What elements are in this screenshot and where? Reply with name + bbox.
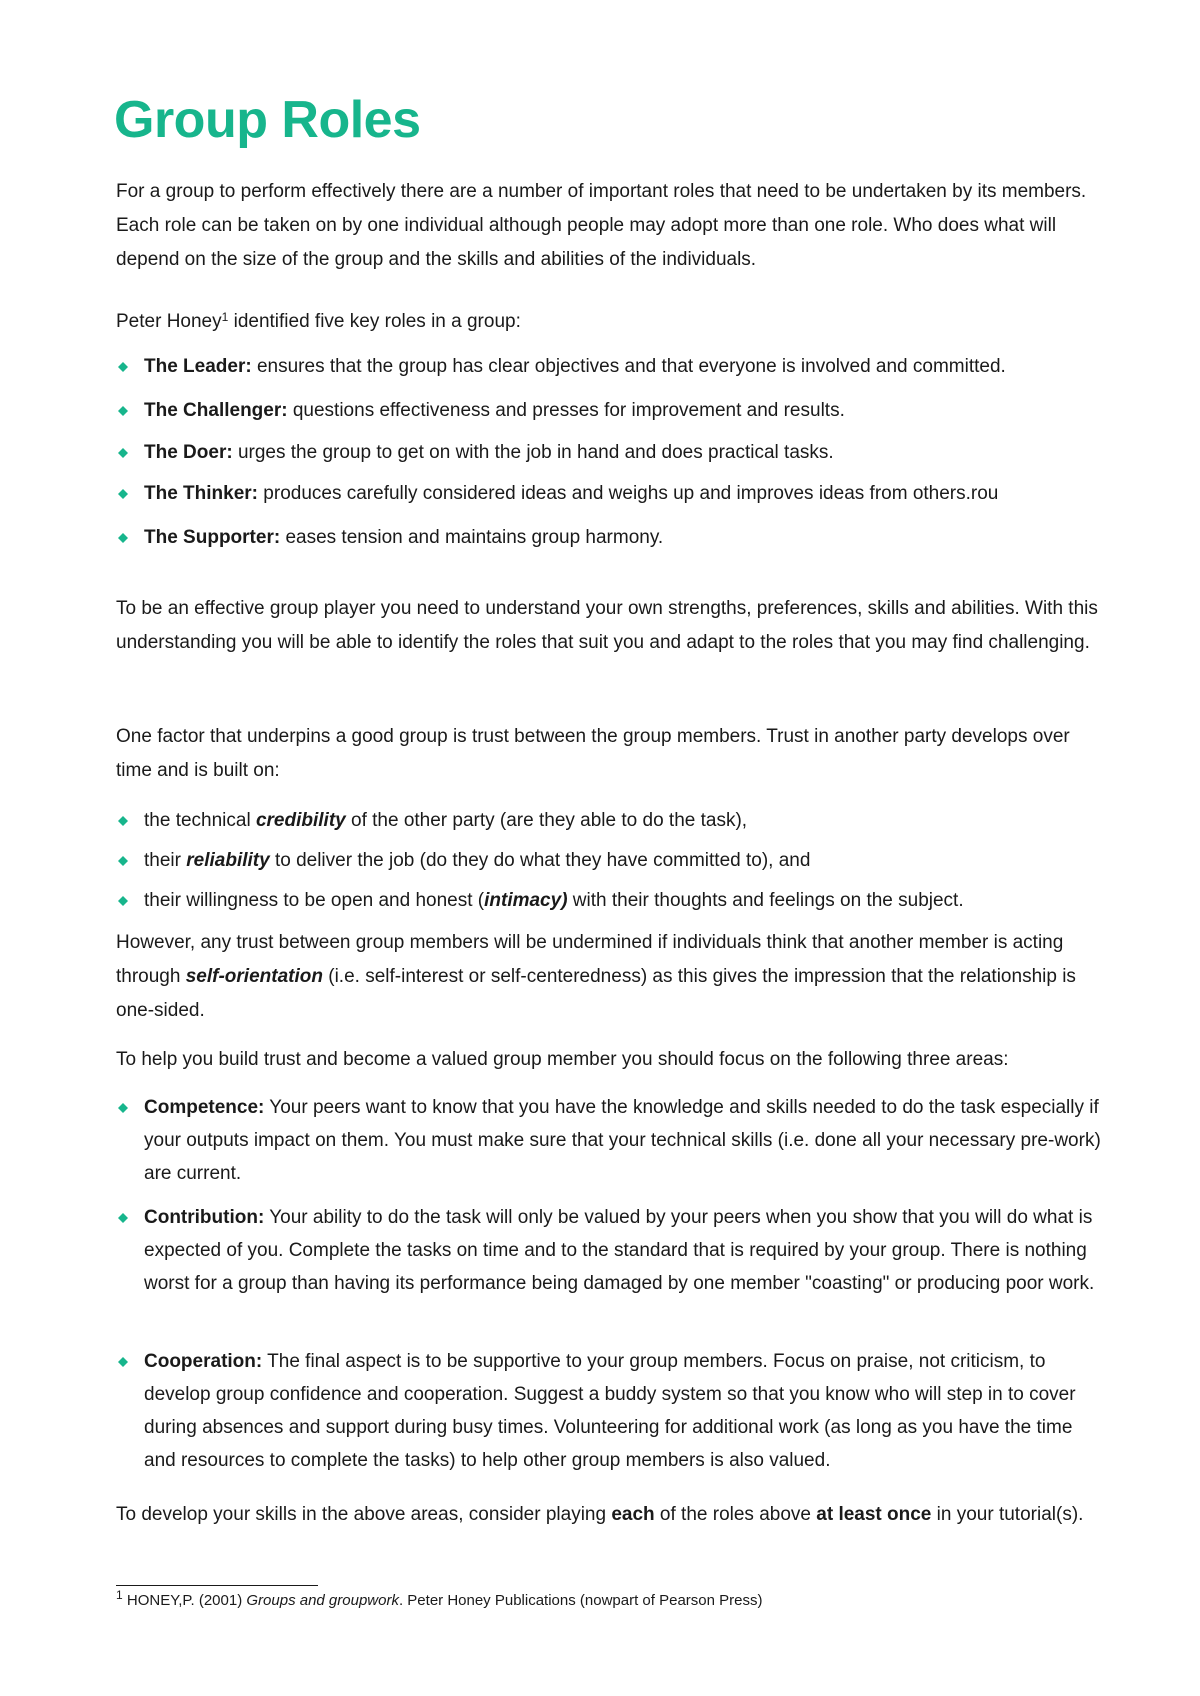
diamond-bullet-icon (118, 896, 128, 906)
role-text: eases tension and maintains group harmony. (280, 527, 664, 548)
however-paragraph (116, 926, 1106, 1028)
trust-text: their willingness to be open and honest ( (144, 890, 485, 911)
footnote-reference[interactable]: 1 (221, 310, 229, 324)
develop-paragraph (116, 1502, 1106, 1528)
however-text: However, any trust between group members will be undermined if individuals think that another member is acting through (116, 932, 1064, 987)
role-label: The Thinker: (144, 483, 259, 504)
diamond-bullet-icon (118, 1357, 128, 1367)
honey-line-text-after: identified five key roles in a group: (228, 311, 521, 332)
role-text: urges the group to get on with the job in hand and does practical tasks. (232, 442, 834, 463)
however-text-after: (i.e. self-interest or self-centeredness) as this gives the impression that the relationship is one-sided. (116, 966, 1076, 1021)
area-label: Cooperation: (144, 1351, 263, 1372)
trust-term: reliability (186, 850, 270, 871)
trust-text: the technical (144, 810, 256, 831)
role-label: The Doer: (144, 442, 233, 463)
trust-text: their (144, 850, 187, 871)
intro-paragraph: For a group to perform effectively there are a number of important roles that need to be undertaken by its members. Each role can be taken on by one individual although people may adopt more than one role. Who does what will depend on the size of the group and the skills and abilities of the individuals. (116, 181, 1087, 270)
diamond-bullet-icon (118, 489, 128, 499)
page-title: Group Roles (114, 91, 421, 149)
trust-text-after: with their thoughts and feelings on the subject. (567, 890, 964, 911)
develop-text: To develop your skills in the above areas, consider playing (116, 1504, 612, 1525)
develop-text-after: in your tutorial(s). (931, 1504, 1084, 1525)
footnote-divider (116, 1585, 318, 1586)
role-label: The Challenger: (144, 400, 288, 421)
honey-intro-line (116, 305, 1106, 339)
role-text: ensures that the group has clear objectives and that everyone is involved and committed. (251, 356, 1006, 377)
diamond-bullet-icon (118, 406, 128, 416)
footnote (116, 1588, 1106, 1611)
role-text: produces carefully considered ideas and weighs up and improves ideas from others.rou (258, 483, 999, 504)
trust-term: intimacy) (484, 890, 568, 911)
area-text: Your ability to do the task will only be valued by your peers when you show that you will do what is expected of you. Complete the tasks on time and to the standard that is required by your group. There is nothing worst for a group than having its performance being damaged by one member "coasting" or producing poor work. (144, 1207, 1095, 1294)
area-label: Competence: (144, 1097, 265, 1118)
develop-text-middle: of the roles above (654, 1504, 817, 1525)
diamond-bullet-icon (118, 1213, 128, 1223)
trust-text-after: to deliver the job (do they do what they have committed to), and (269, 850, 811, 871)
footnote-number: 1 (116, 1588, 123, 1602)
effective-paragraph: To be an effective group player you need to understand your own strengths, preferences, skills and abilities. With this understanding you will be able to identify the roles that suit you and adapt to the roles that you may find challenging. (116, 598, 1098, 653)
footnote-book-title: Groups and groupwork (246, 1592, 399, 1609)
honey-line-text: Peter Honey (116, 311, 222, 332)
trust-paragraph: One factor that underpins a good group is trust between the group members. Trust in another party develops over time and is built on: (116, 726, 1070, 781)
diamond-bullet-icon (118, 856, 128, 866)
area-text: The final aspect is to be supportive to your group members. Focus on praise, not criticism, to develop group confidence and cooperation. Suggest a buddy system so that you know who will step in to cover during absences and support during busy times. Volunteering for additional work (as long as you have the time and resources to complete the tasks) to help other group members is also valued. (144, 1351, 1076, 1471)
footnote-text: HONEY,P. (2001) (122, 1592, 247, 1609)
diamond-bullet-icon (118, 362, 128, 372)
area-text: Your peers want to know that you have the knowledge and skills needed to do the task especially if your outputs impact on them. You must make sure that your technical skills (i.e. done all your necessary pre-work) are current. (144, 1097, 1101, 1184)
develop-bold-each: each (611, 1504, 655, 1525)
diamond-bullet-icon (118, 448, 128, 458)
footnote-text-after: . Peter Honey Publications (nowpart of Pearson Press) (398, 1592, 763, 1609)
role-label: The Supporter: (144, 527, 281, 548)
role-text: questions effectiveness and presses for improvement and results. (287, 400, 845, 421)
help-paragraph: To help you build trust and become a valued group member you should focus on the following three areas: (116, 1049, 1009, 1070)
trust-term: credibility (255, 810, 346, 831)
develop-bold-once: at least once (816, 1504, 932, 1525)
trust-text-after: of the other party (are they able to do the task), (345, 810, 748, 831)
area-label: Contribution: (144, 1207, 265, 1228)
diamond-bullet-icon (118, 816, 128, 826)
role-label: The Leader: (144, 356, 252, 377)
however-term: self-orientation (185, 966, 323, 987)
diamond-bullet-icon (118, 1103, 128, 1113)
diamond-bullet-icon (118, 533, 128, 543)
